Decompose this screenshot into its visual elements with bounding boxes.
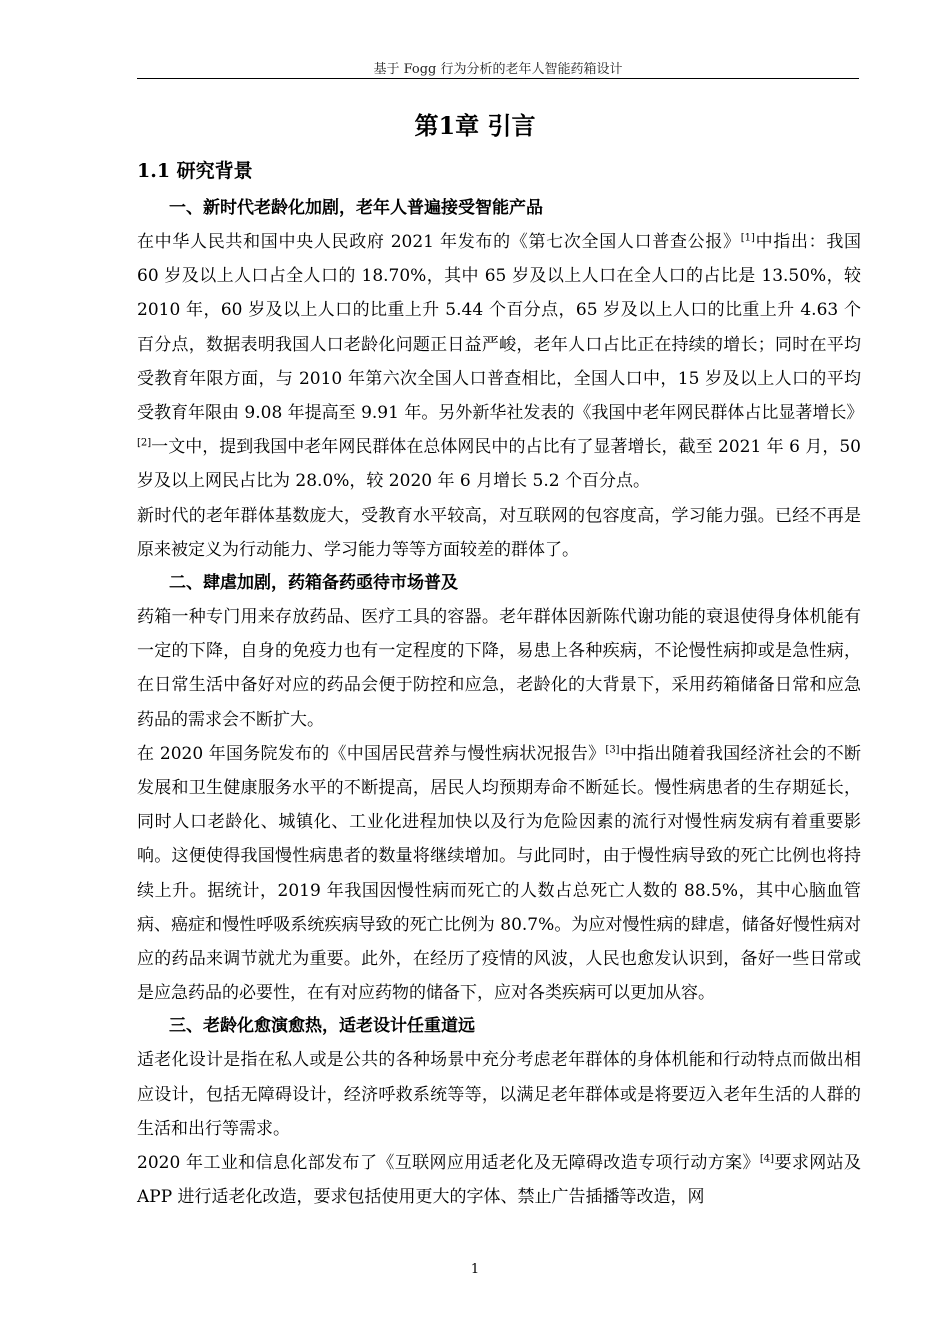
body-paragraph — [137, 225, 864, 499]
citation-ref: [2] — [137, 437, 152, 449]
body-paragraph — [137, 1146, 861, 1214]
paragraph-text: 在 2020 年国务院发布的《中国居民营养与慢性病状况报告》 — [137, 743, 606, 764]
citation-ref: [1] — [740, 232, 755, 244]
subsection-heading: 二、肆虐加剧，药箱备药亟待市场普及 — [169, 573, 458, 594]
section-title: 1.1 研究背景 — [137, 160, 253, 182]
subsection-heading: 三、老龄化愈演愈热，适老设计任重道远 — [169, 1016, 475, 1037]
citation-ref: [4] — [759, 1153, 775, 1165]
body-paragraph — [137, 737, 861, 1011]
body-paragraph — [137, 600, 861, 737]
paragraph-text: 2020 年工业和信息化部发布了《互联网应用适老化及无障碍改造专项行动方案》 — [137, 1153, 760, 1174]
chapter-title: 第1章 引言 — [414, 111, 536, 140]
body-content — [137, 192, 864, 1214]
page-number: 1 — [470, 1262, 480, 1277]
running-header: 基于 Fogg 行为分析的老年人智能药箱设计 — [373, 62, 623, 77]
paragraph-text: 在中华人民共和国中央人民政府 2021 年发布的《第七次全国人口普查公报》 — [137, 232, 741, 252]
body-paragraph — [137, 499, 861, 567]
body-paragraph — [137, 1043, 861, 1146]
paragraph-text: 要求网站及 APP 进行适老化改造，要求包括使用更大的字体、禁止广告插播等改造，网 — [137, 1153, 862, 1208]
paragraph-text: 中指出随着我国经济社会的不断发展和卫生健康服务水平的不断提高，居民人均预期寿命不断延长。慢性病患者的生存期延长，同时人口老龄化、城镇化、工业化进程加快以及行为危险因素的流行对慢性病发病有着重要影响。这便使得我国慢性病患者的数量将继续增加。与此同时，由于慢性病导致的死亡比例也将持续上升。据统计，2019 年我国因慢性病而死亡的人数占总死亡人数的 88.5%，其中心脑血管病、癌症和慢性呼吸系统疾病导致的死亡比例为 80.7%。为应对慢性病的肆虐，储备好慢性病对应的药品来调节就尤为重要。此外，在经历了疫情的风波，人民也愈发认识到，备好一些日常或是应急药品的必要性，在有对应药物的储备下，应对各类疾病可以更加从容。 — [137, 743, 862, 1004]
subsection-heading: 一、新时代老龄化加剧，老年人普遍接受智能产品 — [169, 198, 543, 218]
header-divider — [137, 78, 859, 79]
paragraph-text: 新时代的老年群体基数庞大，受教育水平较高，对互联网的包容度高，学习能力强。已经不再是原来被定义为行动能力、学习能力等等方面较差的群体了。 — [137, 505, 861, 560]
paragraph-text: 药箱一种专门用来存放药品、医疗工具的容器。老年群体因新陈代谢功能的衰退使得身体机能有一定的下降，自身的免疫力也有一定程度的下降，易患上各种疾病，不论慢性病抑或是急性病，在日常生活中备好对应的药品会便于防控和应急，老龄化的大背景下，采用药箱储备日常和应急药品的需求会不断扩大。 — [137, 607, 861, 730]
paragraph-text: 一文中，提到我国中老年网民群体在总体网民中的占比有了显著增长，截至 2021 年 6 月，50 岁及以上网民占比为 28.0%，较 2020 年 6 月增长 5.2 个百分点。 — [137, 437, 861, 492]
citation-ref: [3] — [605, 744, 620, 756]
paragraph-text: 适老化设计是指在私人或是公共的各种场景中充分考虑老年群体的身体机能和行动特点而做出相应设计，包括无障碍设计，经济呼救系统等等，以满足老年群体或是将要迈入老年生活的人群的生活和出行等需求。 — [137, 1050, 861, 1139]
paragraph-text: 中指出：我国 60 岁及以上人口占全人口的 18.70%，其中 65 岁及以上人口在全人口的占比是 13.50%，较 2010 年，60 岁及以上人口的比重上升 5.44 个百分点，65 岁及以上人口的比重上升 4.63 个百分点，数据表明我国人口老龄化问题正日益严峻，老年人口占比正在持续的增长；同时在平均受教育年限方面，与 2010 年第六次全国人口普查相比，全国人口中，15 岁及以上人口的平均受教育年限由 9.08 年提高至 9.91 年。另外新华社发表的《我国中老年网民群体占比显著增长》 — [137, 232, 864, 424]
